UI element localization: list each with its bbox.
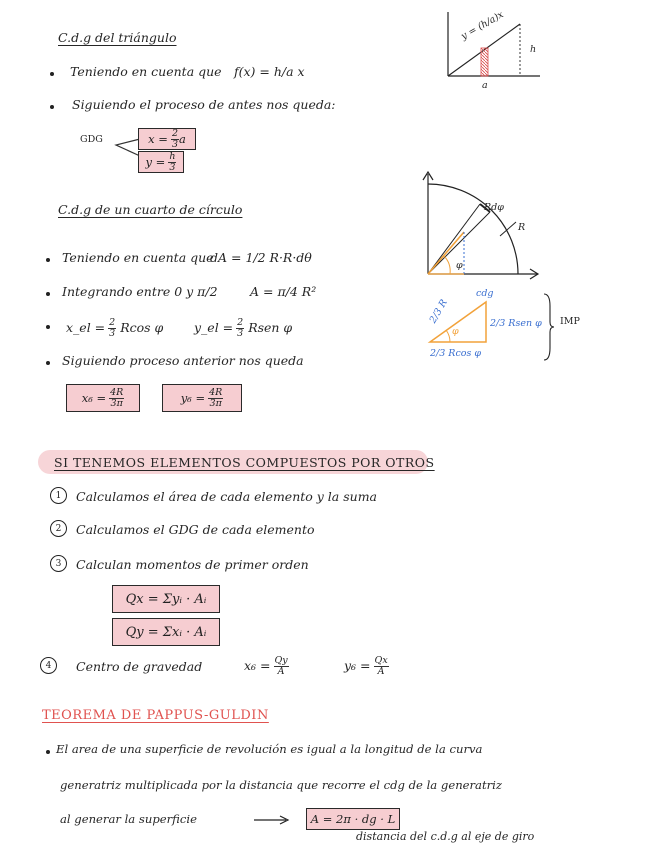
compound-step-4: Centro de gravedad	[76, 659, 203, 674]
triangle-fig-h: h	[530, 44, 537, 55]
compound-xg: x₆ = $\frac{Qy}{A}$	[244, 655, 288, 677]
triangle-function: f(x) = h/a x	[234, 64, 305, 79]
quarter-bullet-1-text: Teniendo en cuenta que	[62, 250, 214, 265]
triangle-bullet-1-text: Teniendo en cuenta que	[70, 64, 222, 79]
quarter-dA-formula: dA = 1/2 R·R·dθ	[210, 250, 312, 265]
pappus-note: distancia del c.d.g al eje de giro	[356, 830, 535, 843]
compound-step-3: Calculan momentos de primer orden	[76, 557, 309, 572]
section-title-quarter-circle: C.d.g de un cuarto de círculo	[58, 202, 243, 217]
x-lhs: x =	[148, 132, 168, 146]
triangle-cdg-y-box	[138, 151, 184, 173]
triangle-bullet-2-text: Siguiendo el proceso de antes nos queda:	[72, 97, 336, 112]
quarter-cdg-y-box: y₆ = $\frac{4R}{3\pi}$	[162, 384, 242, 412]
tri-right: 2/3 Rsen φ	[490, 318, 542, 329]
section-title-pappus: TEOREMA DE PAPPUS-GULDIN	[42, 708, 269, 723]
tri-cdg: cdg	[476, 288, 494, 299]
pappus-line-3: al generar la superficie	[60, 812, 197, 826]
bullet	[50, 105, 54, 109]
bullet	[46, 750, 50, 754]
item-number-3: 3	[50, 555, 67, 572]
tri-bottom: 2/3 Rcos φ	[430, 348, 482, 359]
triangle-fig-a: a	[482, 80, 488, 91]
tri-phi: φ	[452, 326, 459, 337]
qx-box: Qx = Σyᵢ · Aᵢ	[112, 585, 220, 613]
bullet	[46, 292, 50, 296]
quarter-bullet-4-text: Siguiendo proceso anterior nos queda	[62, 353, 304, 368]
item-number-4: 4	[40, 657, 57, 674]
quarter-xel: x_el = $\frac{2}{3}$ Rcos φ	[66, 317, 164, 339]
compound-step-1: Calculamos el área de cada elemento y la suma	[76, 489, 378, 504]
section-title-compound: SI TENEMOS ELEMENTOS COMPUESTOS POR OTROS	[54, 455, 435, 470]
item-number-1: 1	[50, 487, 67, 504]
arrow-icon	[252, 814, 292, 826]
y-lhs: y =	[145, 155, 166, 169]
quarter-yel: y_el = $\frac{2}{3}$ Rsen φ	[194, 317, 293, 339]
x-var: a	[178, 132, 186, 146]
item-number-2: 2	[50, 520, 67, 537]
triangle-cdg-x-box	[138, 128, 196, 150]
gdg-label: GDG	[80, 134, 103, 145]
quarter-bullet-2-text: Integrando entre 0 y π/2	[62, 284, 218, 299]
fig-rdphi: Rdφ	[484, 202, 504, 213]
compound-step-2: Calculamos el GDG de cada elemento	[76, 522, 315, 537]
triangle-fig-function: y = (h/a)x	[459, 9, 506, 43]
bullet	[50, 72, 54, 76]
qy-box: Qy = Σxᵢ · Aᵢ	[112, 618, 220, 646]
pappus-formula-box: A = 2π · dg · L	[306, 808, 400, 830]
bullet	[46, 325, 50, 329]
bullet	[46, 361, 50, 365]
imp-brace	[542, 292, 554, 362]
pappus-line-2: generatriz multiplicada por la distancia que recorre el cdg de la generatriz	[60, 778, 502, 792]
fig-r: R	[518, 222, 526, 233]
fig-phi: φ	[456, 260, 463, 271]
tri-hyp: 2/3 R	[427, 297, 450, 326]
x-fraction: $\frac{2}{3}$	[171, 127, 178, 150]
y-fraction: $\frac{h}{3}$	[169, 150, 176, 173]
pappus-line-1: El area de una superficie de revolución es igual a la longitud de la curva	[56, 742, 483, 756]
quarter-area-formula: A = π/4 R²	[250, 284, 317, 299]
section-title-triangle: C.d.g del triángulo	[58, 30, 177, 45]
quarter-cdg-x-box: x₆ = $\frac{4R}{3\pi}$	[66, 384, 140, 412]
compound-yg: y₆ = $\frac{Qx}{A}$	[344, 655, 388, 677]
bullet	[46, 258, 50, 262]
imp-label: IMP	[560, 316, 580, 327]
